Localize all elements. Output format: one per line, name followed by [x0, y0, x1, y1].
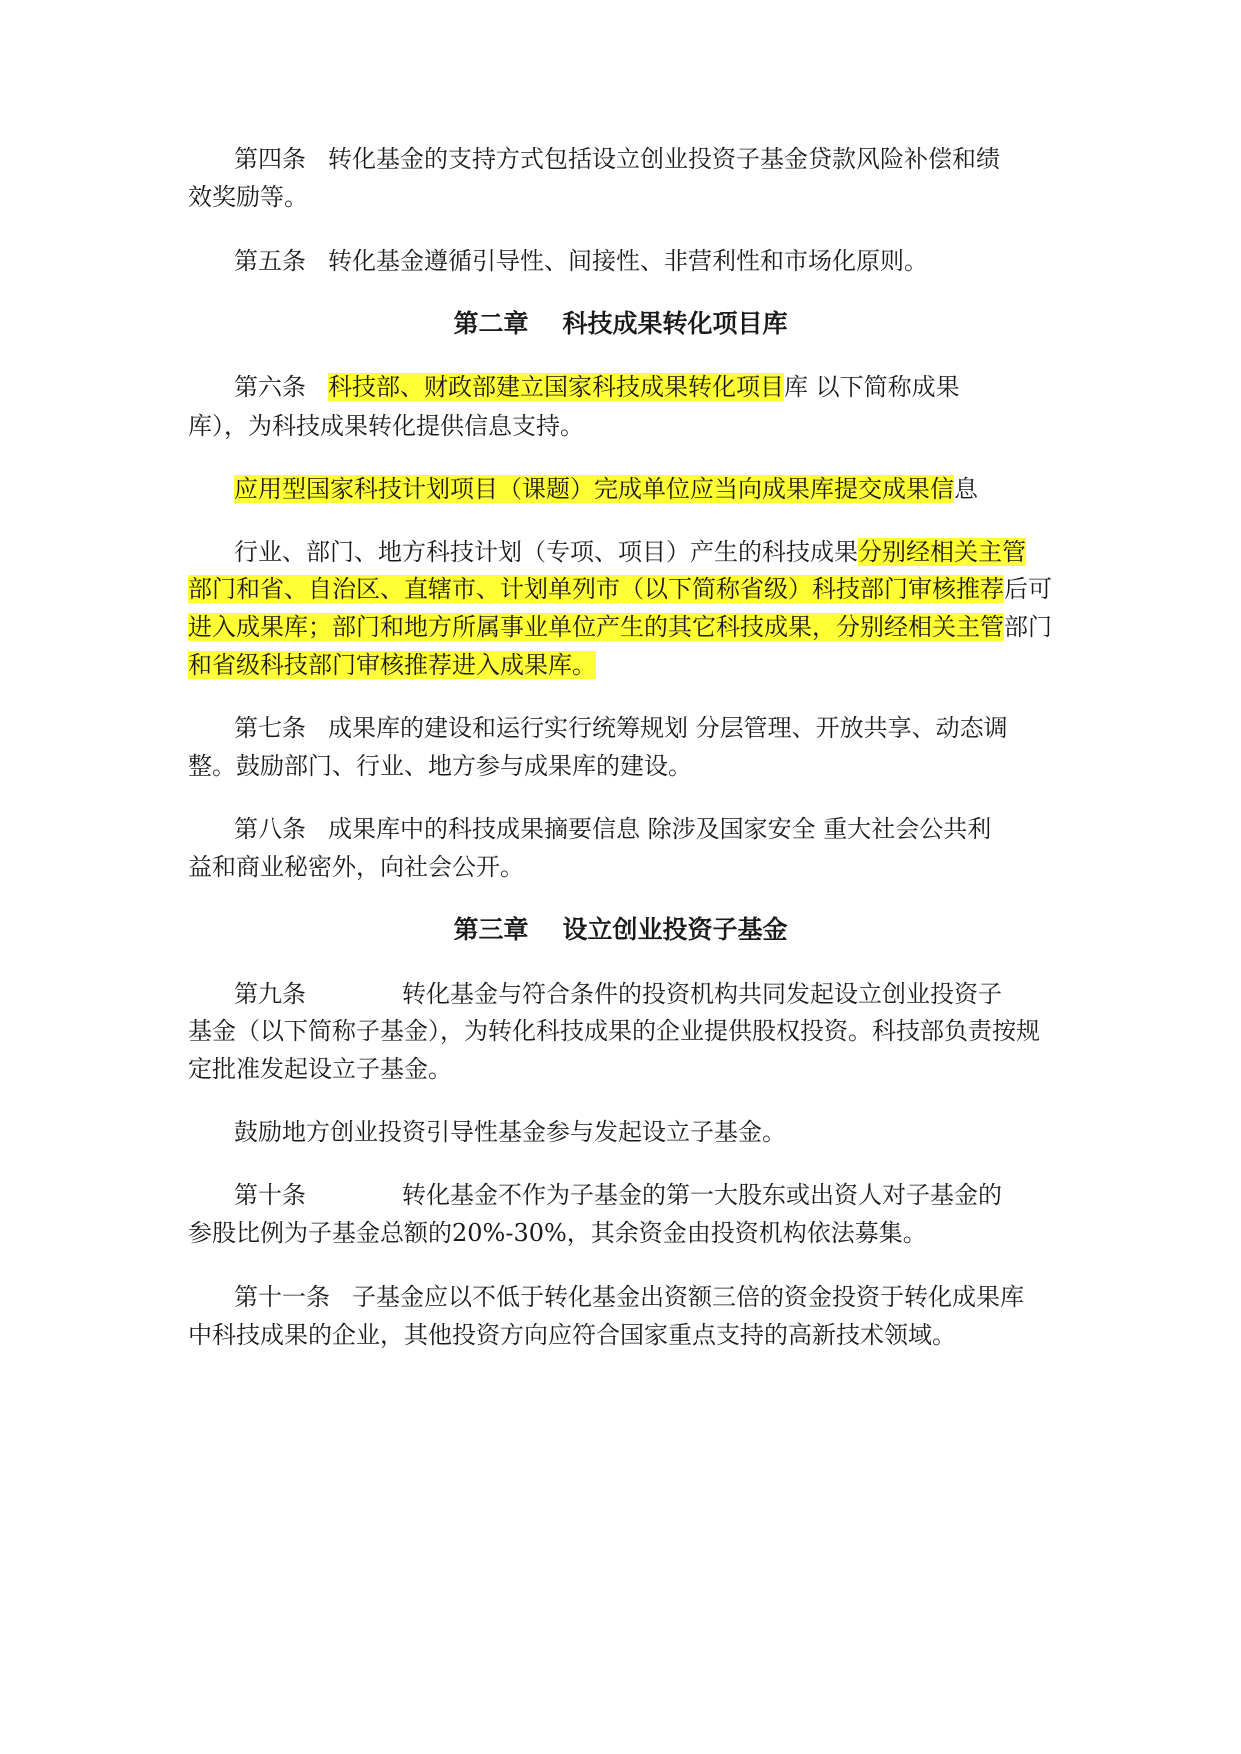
article-text: 转化基金遵循引导性、间接性、非营利性和市场化原则。 [328, 247, 928, 275]
article-4-line-2: 效奖励等。 [188, 183, 308, 211]
highlighted-text: 科技部、财政部建立国家科技成果转化项目 [328, 373, 784, 401]
article-label: 第五条 [234, 247, 306, 275]
article-text: 科技部、财政部建立国家科技成果转化项目库 以下简称成果 [328, 373, 960, 401]
article-text: 成果库的建设和运行实行统筹规划 分层管理、开放共享、动态调 [328, 714, 1008, 742]
chapter-title: 科技成果转化项目库 [562, 309, 788, 338]
article-text: 转化基金与符合条件的投资机构共同发起设立创业投资子 [402, 980, 1002, 1008]
article-9-line-2: 基金（以下简称子基金），为转化科技成果的企业提供股权投资。科技部负责按规 [188, 1017, 1040, 1045]
article-6-paragraph-3-line-3: 进入成果库；部门和地方所属事业单位产生的其它科技成果，分别经相关主管部门 [188, 613, 1052, 641]
article-10-line-1 [234, 1178, 1002, 1212]
article-6-paragraph-3-line-2: 部门和省、自治区、直辖市、计划单列市（以下简称省级）科技部门审核推荐后可 [188, 575, 1052, 603]
highlighted-text: 进入成果库；部门和地方所属事业单位产生的其它科技成果，分别经相关主管 [188, 613, 1004, 641]
article-label: 第十条 [234, 1181, 306, 1209]
article-text: 子基金应以不低于转化基金出资额三倍的资金投资于转化成果库 [352, 1283, 1024, 1311]
article-9-line-3: 定批准发起设立子基金。 [188, 1055, 452, 1083]
article-text: 转化基金的支持方式包括设立创业投资子基金贷款风险补偿和绩 [328, 145, 1000, 173]
article-text: 转化基金不作为子基金的第一大股东或出资人对子基金的 [402, 1181, 1002, 1209]
article-9-paragraph-2: 鼓励地方创业投资引导性基金参与发起设立子基金。 [234, 1118, 786, 1146]
article-label: 第六条 [234, 373, 306, 401]
article-text: 成果库中的科技成果摘要信息 除涉及国家安全 重大社会公共利 [328, 815, 992, 843]
article-8-line-2: 益和商业秘密外，向社会公开。 [188, 853, 524, 881]
highlighted-text: 应用型国家科技计划项目（课题）完成单位应当向成果库提交成果信 [234, 475, 954, 503]
article-6-paragraph-3-line-4 [188, 648, 596, 682]
article-8-line-1 [234, 812, 992, 846]
highlighted-text: 分别经相关主管 [858, 538, 1026, 566]
article-6-line-2: 库），为科技成果转化提供信息支持。 [188, 412, 584, 440]
chapter-3-heading [0, 913, 1241, 947]
article-10-line-2: 参股比例为子基金总额的20%-30%，其余资金由投资机构依法募集。 [188, 1219, 927, 1247]
article-7-line-2: 整。鼓励部门、行业、地方参与成果库的建设。 [188, 752, 692, 780]
article-11-line-1 [234, 1280, 1024, 1314]
chapter-2-heading [0, 307, 1241, 341]
chapter-number: 第二章 [453, 309, 529, 338]
article-11-line-2: 中科技成果的企业，其他投资方向应符合国家重点支持的高新技术领域。 [188, 1321, 956, 1349]
article-6-paragraph-2: 应用型国家科技计划项目（课题）完成单位应当向成果库提交成果信息 [234, 475, 978, 503]
article-7-line-1 [234, 711, 1008, 745]
article-label: 第八条 [234, 815, 306, 843]
highlighted-text: 和省级科技部门审核推荐进入成果库。 [188, 651, 596, 679]
article-6-line-1 [234, 370, 960, 404]
article-label: 第四条 [234, 145, 306, 173]
article-label: 第十一条 [234, 1283, 330, 1311]
article-9-line-1 [234, 977, 1002, 1011]
article-6-paragraph-3-line-1: 行业、部门、地方科技计划（专项、项目）产生的科技成果分别经相关主管 [234, 538, 1026, 566]
chapter-number: 第三章 [453, 915, 529, 944]
article-label: 第七条 [234, 714, 306, 742]
article-5-line-1 [234, 244, 928, 278]
chapter-title: 设立创业投资子基金 [562, 915, 788, 944]
article-4-line-1 [234, 142, 1000, 176]
highlighted-text: 部门和省、自治区、直辖市、计划单列市（以下简称省级）科技部门审核推荐 [188, 575, 1004, 603]
article-label: 第九条 [234, 980, 306, 1008]
